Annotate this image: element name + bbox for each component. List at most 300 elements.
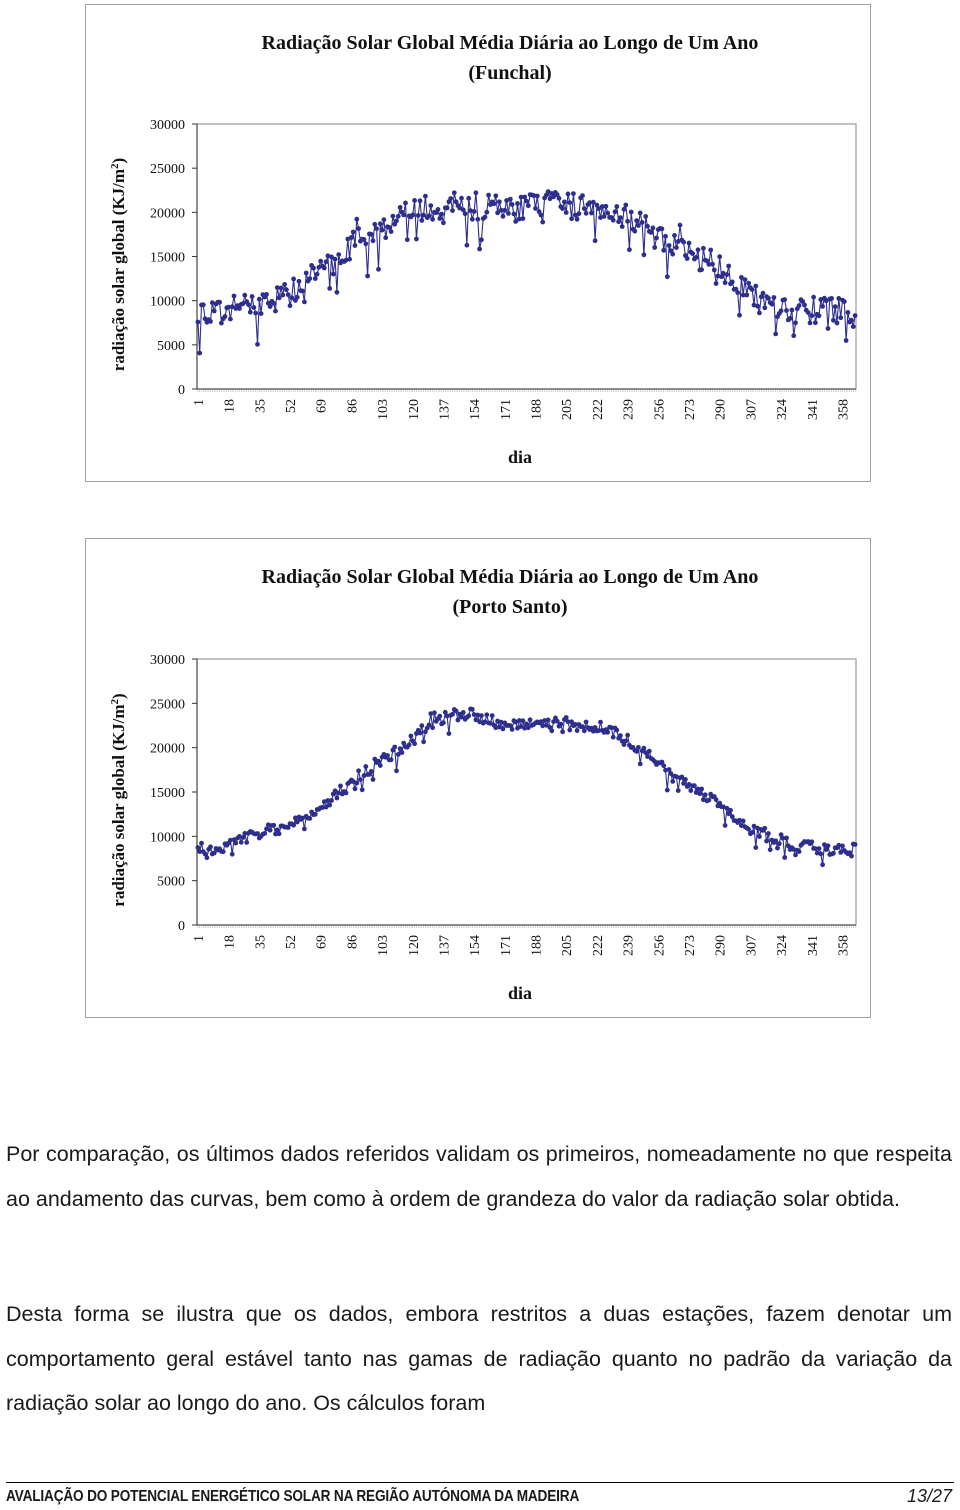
data-point xyxy=(714,797,719,802)
data-point xyxy=(512,212,517,217)
data-point xyxy=(201,302,206,307)
data-point xyxy=(645,224,650,229)
data-point xyxy=(625,219,630,224)
data-point xyxy=(725,272,730,277)
x-tick-label: 86 xyxy=(345,935,361,949)
data-point xyxy=(598,720,603,725)
x-tick-label: 35 xyxy=(253,399,269,413)
data-point xyxy=(618,215,623,220)
data-point xyxy=(629,210,634,215)
data-point xyxy=(757,834,762,839)
data-point xyxy=(391,214,396,219)
data-point xyxy=(437,714,442,719)
data-point xyxy=(196,320,201,325)
data-point xyxy=(714,281,719,286)
data-point xyxy=(701,246,706,251)
data-point xyxy=(533,206,538,211)
data-point xyxy=(405,237,410,242)
data-point xyxy=(199,841,204,846)
data-point xyxy=(295,295,300,300)
data-point xyxy=(582,206,587,211)
data-point xyxy=(593,238,598,243)
x-tick-label: 290 xyxy=(713,935,729,956)
x-tick-label: 290 xyxy=(713,399,729,420)
x-tick-label: 18 xyxy=(222,935,238,949)
y-tick-label: 0 xyxy=(178,919,185,934)
data-point xyxy=(772,295,777,300)
data-point xyxy=(273,309,278,314)
data-point xyxy=(829,296,834,301)
data-point xyxy=(614,204,619,209)
data-point xyxy=(475,217,480,222)
data-point xyxy=(474,190,479,195)
data-point xyxy=(313,812,318,817)
data-point xyxy=(647,749,652,754)
chart-funchal xyxy=(85,4,871,482)
data-point xyxy=(477,247,482,252)
x-tick-label: 188 xyxy=(529,399,545,420)
data-point xyxy=(663,234,668,239)
data-point xyxy=(501,727,506,732)
data-point xyxy=(820,862,825,867)
x-tick-label: 273 xyxy=(682,935,698,956)
x-tick-label: 358 xyxy=(836,935,852,956)
data-point xyxy=(649,230,654,235)
data-point xyxy=(623,739,628,744)
data-point xyxy=(396,214,401,219)
data-point xyxy=(567,200,572,205)
data-point xyxy=(614,728,619,733)
data-point xyxy=(219,321,224,326)
data-point xyxy=(302,827,307,832)
data-point xyxy=(580,193,585,198)
data-point xyxy=(813,320,818,325)
data-point xyxy=(793,320,798,325)
data-point xyxy=(322,266,327,271)
data-point xyxy=(315,272,320,277)
data-point xyxy=(304,271,309,276)
data-point xyxy=(775,846,780,851)
data-point xyxy=(728,808,733,813)
data-point xyxy=(723,280,728,285)
data-point xyxy=(699,267,704,272)
data-point xyxy=(387,225,392,230)
data-point xyxy=(244,840,249,845)
data-point xyxy=(416,213,421,218)
data-point xyxy=(336,252,341,257)
data-point xyxy=(353,243,358,248)
data-point xyxy=(212,309,217,314)
data-point xyxy=(484,210,489,215)
data-point xyxy=(492,201,497,206)
data-point xyxy=(232,294,237,299)
data-point xyxy=(694,255,699,260)
data-point xyxy=(835,321,840,326)
data-point xyxy=(849,318,854,323)
data-point xyxy=(826,843,831,848)
data-point xyxy=(253,311,258,316)
data-point xyxy=(746,827,751,832)
data-point xyxy=(712,268,717,273)
data-point xyxy=(766,296,771,301)
data-point xyxy=(407,742,412,747)
x-tick-label: 324 xyxy=(775,935,791,956)
data-point xyxy=(522,195,527,200)
y-tick-label: 25000 xyxy=(150,697,185,713)
data-point xyxy=(584,720,589,725)
data-point xyxy=(371,777,376,782)
data-point xyxy=(661,763,666,768)
data-point xyxy=(710,262,715,267)
data-point xyxy=(575,217,580,222)
data-point xyxy=(360,787,365,792)
data-point xyxy=(755,304,760,309)
data-point xyxy=(419,218,424,223)
data-point xyxy=(479,237,484,242)
data-point xyxy=(526,203,531,208)
data-point xyxy=(313,276,318,281)
data-point xyxy=(809,839,814,844)
data-point xyxy=(447,731,452,736)
data-point xyxy=(676,788,681,793)
data-point xyxy=(291,823,296,828)
data-point xyxy=(356,226,361,231)
data-point xyxy=(811,295,816,300)
data-point xyxy=(567,728,572,733)
data-point xyxy=(605,211,610,216)
data-point xyxy=(327,286,332,291)
data-point xyxy=(349,235,354,240)
x-tick-label: 171 xyxy=(498,399,514,420)
data-point xyxy=(853,842,858,847)
data-point xyxy=(510,727,515,732)
data-point xyxy=(466,196,471,201)
data-point xyxy=(678,223,683,228)
data-point xyxy=(757,311,762,316)
data-point xyxy=(300,289,305,294)
data-point xyxy=(338,784,343,789)
x-tick-label: 358 xyxy=(836,399,852,420)
data-point xyxy=(233,841,238,846)
data-point xyxy=(797,849,802,854)
data-point xyxy=(400,750,405,755)
data-point xyxy=(221,849,226,854)
data-point xyxy=(378,763,383,768)
data-point xyxy=(208,844,213,849)
data-point xyxy=(264,292,269,297)
data-point xyxy=(743,277,748,282)
data-point xyxy=(374,226,379,231)
x-tick-label: 69 xyxy=(314,935,330,949)
x-tick-label: 154 xyxy=(468,935,484,956)
data-point xyxy=(284,287,289,292)
y-tick-label: 20000 xyxy=(150,206,185,222)
data-point xyxy=(730,280,735,285)
data-point xyxy=(627,247,632,252)
x-tick-label: 1 xyxy=(191,399,207,406)
data-point xyxy=(363,241,368,246)
data-point xyxy=(331,272,336,277)
data-point xyxy=(327,803,332,808)
data-point xyxy=(546,718,551,723)
data-point xyxy=(515,201,520,206)
x-tick-label: 52 xyxy=(283,399,299,413)
data-point xyxy=(685,256,690,261)
x-tick-label: 222 xyxy=(590,399,606,420)
x-tick-label: 307 xyxy=(744,399,760,420)
data-point xyxy=(642,746,647,751)
y-tick-label: 30000 xyxy=(150,653,185,668)
data-point xyxy=(521,216,526,221)
data-point xyxy=(665,788,670,793)
data-point xyxy=(380,228,385,233)
data-point xyxy=(613,209,618,214)
data-point xyxy=(365,274,370,279)
x-tick-label: 256 xyxy=(652,935,668,956)
data-point xyxy=(372,222,377,227)
data-point xyxy=(450,712,455,717)
data-point xyxy=(241,835,246,840)
data-point xyxy=(382,217,387,222)
data-point xyxy=(302,300,307,305)
data-point xyxy=(838,315,843,320)
chart-porto-santo xyxy=(85,538,871,1018)
y-tick-label: 15000 xyxy=(150,250,185,266)
data-point xyxy=(398,205,403,210)
data-point xyxy=(605,730,610,735)
data-point xyxy=(566,192,571,197)
data-point xyxy=(223,314,228,319)
data-point xyxy=(726,264,731,269)
data-point xyxy=(441,720,446,725)
data-point xyxy=(793,853,798,858)
y-tick-label: 30000 xyxy=(150,118,185,133)
chart-subtitle: (Funchal) xyxy=(468,62,552,84)
data-point xyxy=(844,338,849,343)
data-point xyxy=(358,777,363,782)
x-axis-label: dia xyxy=(507,447,533,467)
data-point xyxy=(753,284,758,289)
data-point xyxy=(784,308,789,313)
data-point xyxy=(562,200,567,205)
plot-area xyxy=(197,659,856,925)
data-point xyxy=(385,753,390,758)
data-point xyxy=(632,229,637,234)
x-tick-label: 103 xyxy=(376,399,392,420)
data-point xyxy=(638,762,643,767)
data-point xyxy=(362,237,367,242)
data-point xyxy=(618,733,623,738)
data-point xyxy=(604,204,609,209)
data-point xyxy=(782,297,787,302)
data-point xyxy=(208,319,213,324)
data-point xyxy=(750,830,755,835)
data-point xyxy=(432,710,437,715)
data-point xyxy=(817,846,822,851)
data-point xyxy=(479,713,484,718)
data-point xyxy=(412,198,417,203)
data-point xyxy=(643,214,648,219)
data-point xyxy=(347,257,352,262)
data-point xyxy=(638,211,643,216)
x-tick-label: 154 xyxy=(468,399,484,420)
y-axis-label: radiação solar global $(KJ/m^2)$ xyxy=(109,693,128,907)
data-point xyxy=(788,316,793,321)
data-point xyxy=(634,218,639,223)
data-point xyxy=(809,313,814,318)
data-point xyxy=(528,717,533,722)
data-point xyxy=(493,193,498,198)
data-point xyxy=(636,223,641,228)
data-point xyxy=(782,855,787,860)
data-point xyxy=(246,302,251,307)
data-point xyxy=(508,197,513,202)
page-number: 13/27 xyxy=(906,1486,952,1506)
data-point xyxy=(654,236,659,241)
y-tick-label: 5000 xyxy=(157,338,185,354)
data-point xyxy=(239,840,244,845)
footer-title: AVALIAÇÃO DO POTENCIAL ENERGÉTICO SOLAR NA REGIÃO AUTÓNOMA DA MADEIRA xyxy=(6,1488,580,1505)
data-point xyxy=(307,816,312,821)
x-tick-label: 341 xyxy=(805,935,821,956)
data-point xyxy=(324,259,329,264)
data-point xyxy=(465,243,470,248)
chart-funchal-svg xyxy=(86,5,870,481)
footer-divider xyxy=(6,1482,954,1483)
data-point xyxy=(470,217,475,222)
chart-porto-santo-svg xyxy=(86,539,870,1017)
x-tick-label: 273 xyxy=(682,399,698,420)
data-point xyxy=(297,279,302,284)
data-point xyxy=(670,252,675,257)
data-point xyxy=(237,306,242,311)
data-point xyxy=(539,213,544,218)
data-point xyxy=(681,240,686,245)
data-point xyxy=(423,194,428,199)
data-point xyxy=(271,823,276,828)
data-point xyxy=(418,731,423,736)
data-point xyxy=(791,333,796,338)
data-point xyxy=(651,226,656,231)
data-point xyxy=(642,252,647,257)
data-point xyxy=(378,221,383,226)
data-point xyxy=(584,211,589,216)
data-point xyxy=(288,303,293,308)
data-point xyxy=(409,734,414,739)
paragraph-conclusion: Desta forma se ilustra que os dados, embora restritos a duas estações, fazem denotar um comportamento geral estável tanto nas gamas de radiação quanto no padrão da variação da radiação solar ao longo do ano. Os cálculos foram xyxy=(6,1302,952,1415)
data-point xyxy=(483,215,488,220)
data-point xyxy=(569,216,574,221)
data-point xyxy=(383,235,388,240)
data-point xyxy=(820,304,825,309)
data-point xyxy=(853,313,858,318)
data-point xyxy=(764,839,769,844)
data-point xyxy=(577,211,582,216)
data-point xyxy=(439,212,444,217)
x-tick-label: 137 xyxy=(437,399,453,420)
data-point xyxy=(707,798,712,803)
data-line xyxy=(198,709,855,865)
data-point xyxy=(356,768,361,773)
data-point xyxy=(737,313,742,318)
y-tick-label: 20000 xyxy=(150,741,185,757)
x-tick-label: 239 xyxy=(621,935,637,956)
x-tick-label: 171 xyxy=(498,935,514,956)
y-tick-label: 0 xyxy=(178,383,185,398)
data-point xyxy=(750,287,755,292)
data-point xyxy=(840,844,845,849)
data-point xyxy=(255,342,260,347)
x-tick-label: 18 xyxy=(222,399,238,413)
data-point xyxy=(205,855,210,860)
data-point xyxy=(826,326,831,331)
data-point xyxy=(687,241,692,246)
x-tick-label: 256 xyxy=(652,399,668,420)
data-point xyxy=(353,786,358,791)
data-point xyxy=(808,321,813,326)
data-point xyxy=(280,293,285,298)
data-point xyxy=(753,845,758,850)
data-point xyxy=(851,324,856,329)
data-point xyxy=(661,248,666,253)
data-point xyxy=(389,757,394,762)
data-point xyxy=(401,213,406,218)
y-tick-label: 5000 xyxy=(157,874,185,890)
data-point xyxy=(230,852,235,857)
y-axis-label: radiação solar global $(KJ/m^2)$ xyxy=(109,157,128,372)
data-point xyxy=(625,733,630,738)
data-point xyxy=(392,745,397,750)
data-point xyxy=(501,214,506,219)
data-point xyxy=(768,847,773,852)
data-point xyxy=(692,783,697,788)
data-point xyxy=(703,792,708,797)
data-point xyxy=(670,779,675,784)
data-point xyxy=(376,759,381,764)
data-point xyxy=(746,281,751,286)
data-point xyxy=(354,217,359,222)
data-point xyxy=(667,243,672,248)
x-tick-label: 120 xyxy=(406,935,422,956)
data-point xyxy=(351,230,356,235)
data-point xyxy=(697,791,702,796)
data-point xyxy=(459,196,464,201)
data-point xyxy=(262,831,267,836)
data-point xyxy=(557,196,562,201)
x-tick-label: 52 xyxy=(283,935,299,949)
data-point xyxy=(470,707,475,712)
data-point xyxy=(510,202,515,207)
data-point xyxy=(582,728,587,733)
data-point xyxy=(307,276,312,281)
data-point xyxy=(773,332,778,337)
data-point xyxy=(558,722,563,727)
data-point xyxy=(250,294,255,299)
data-point xyxy=(318,259,323,264)
data-point xyxy=(412,741,417,746)
data-point xyxy=(560,729,565,734)
data-point xyxy=(427,214,432,219)
data-point xyxy=(623,203,628,208)
data-point xyxy=(549,728,554,733)
data-point xyxy=(369,769,374,774)
x-axis-label: dia xyxy=(507,983,533,1003)
data-point xyxy=(589,211,594,216)
data-point xyxy=(277,831,282,836)
x-tick-label: 69 xyxy=(314,399,330,413)
data-point xyxy=(846,310,851,315)
data-point xyxy=(717,254,722,259)
